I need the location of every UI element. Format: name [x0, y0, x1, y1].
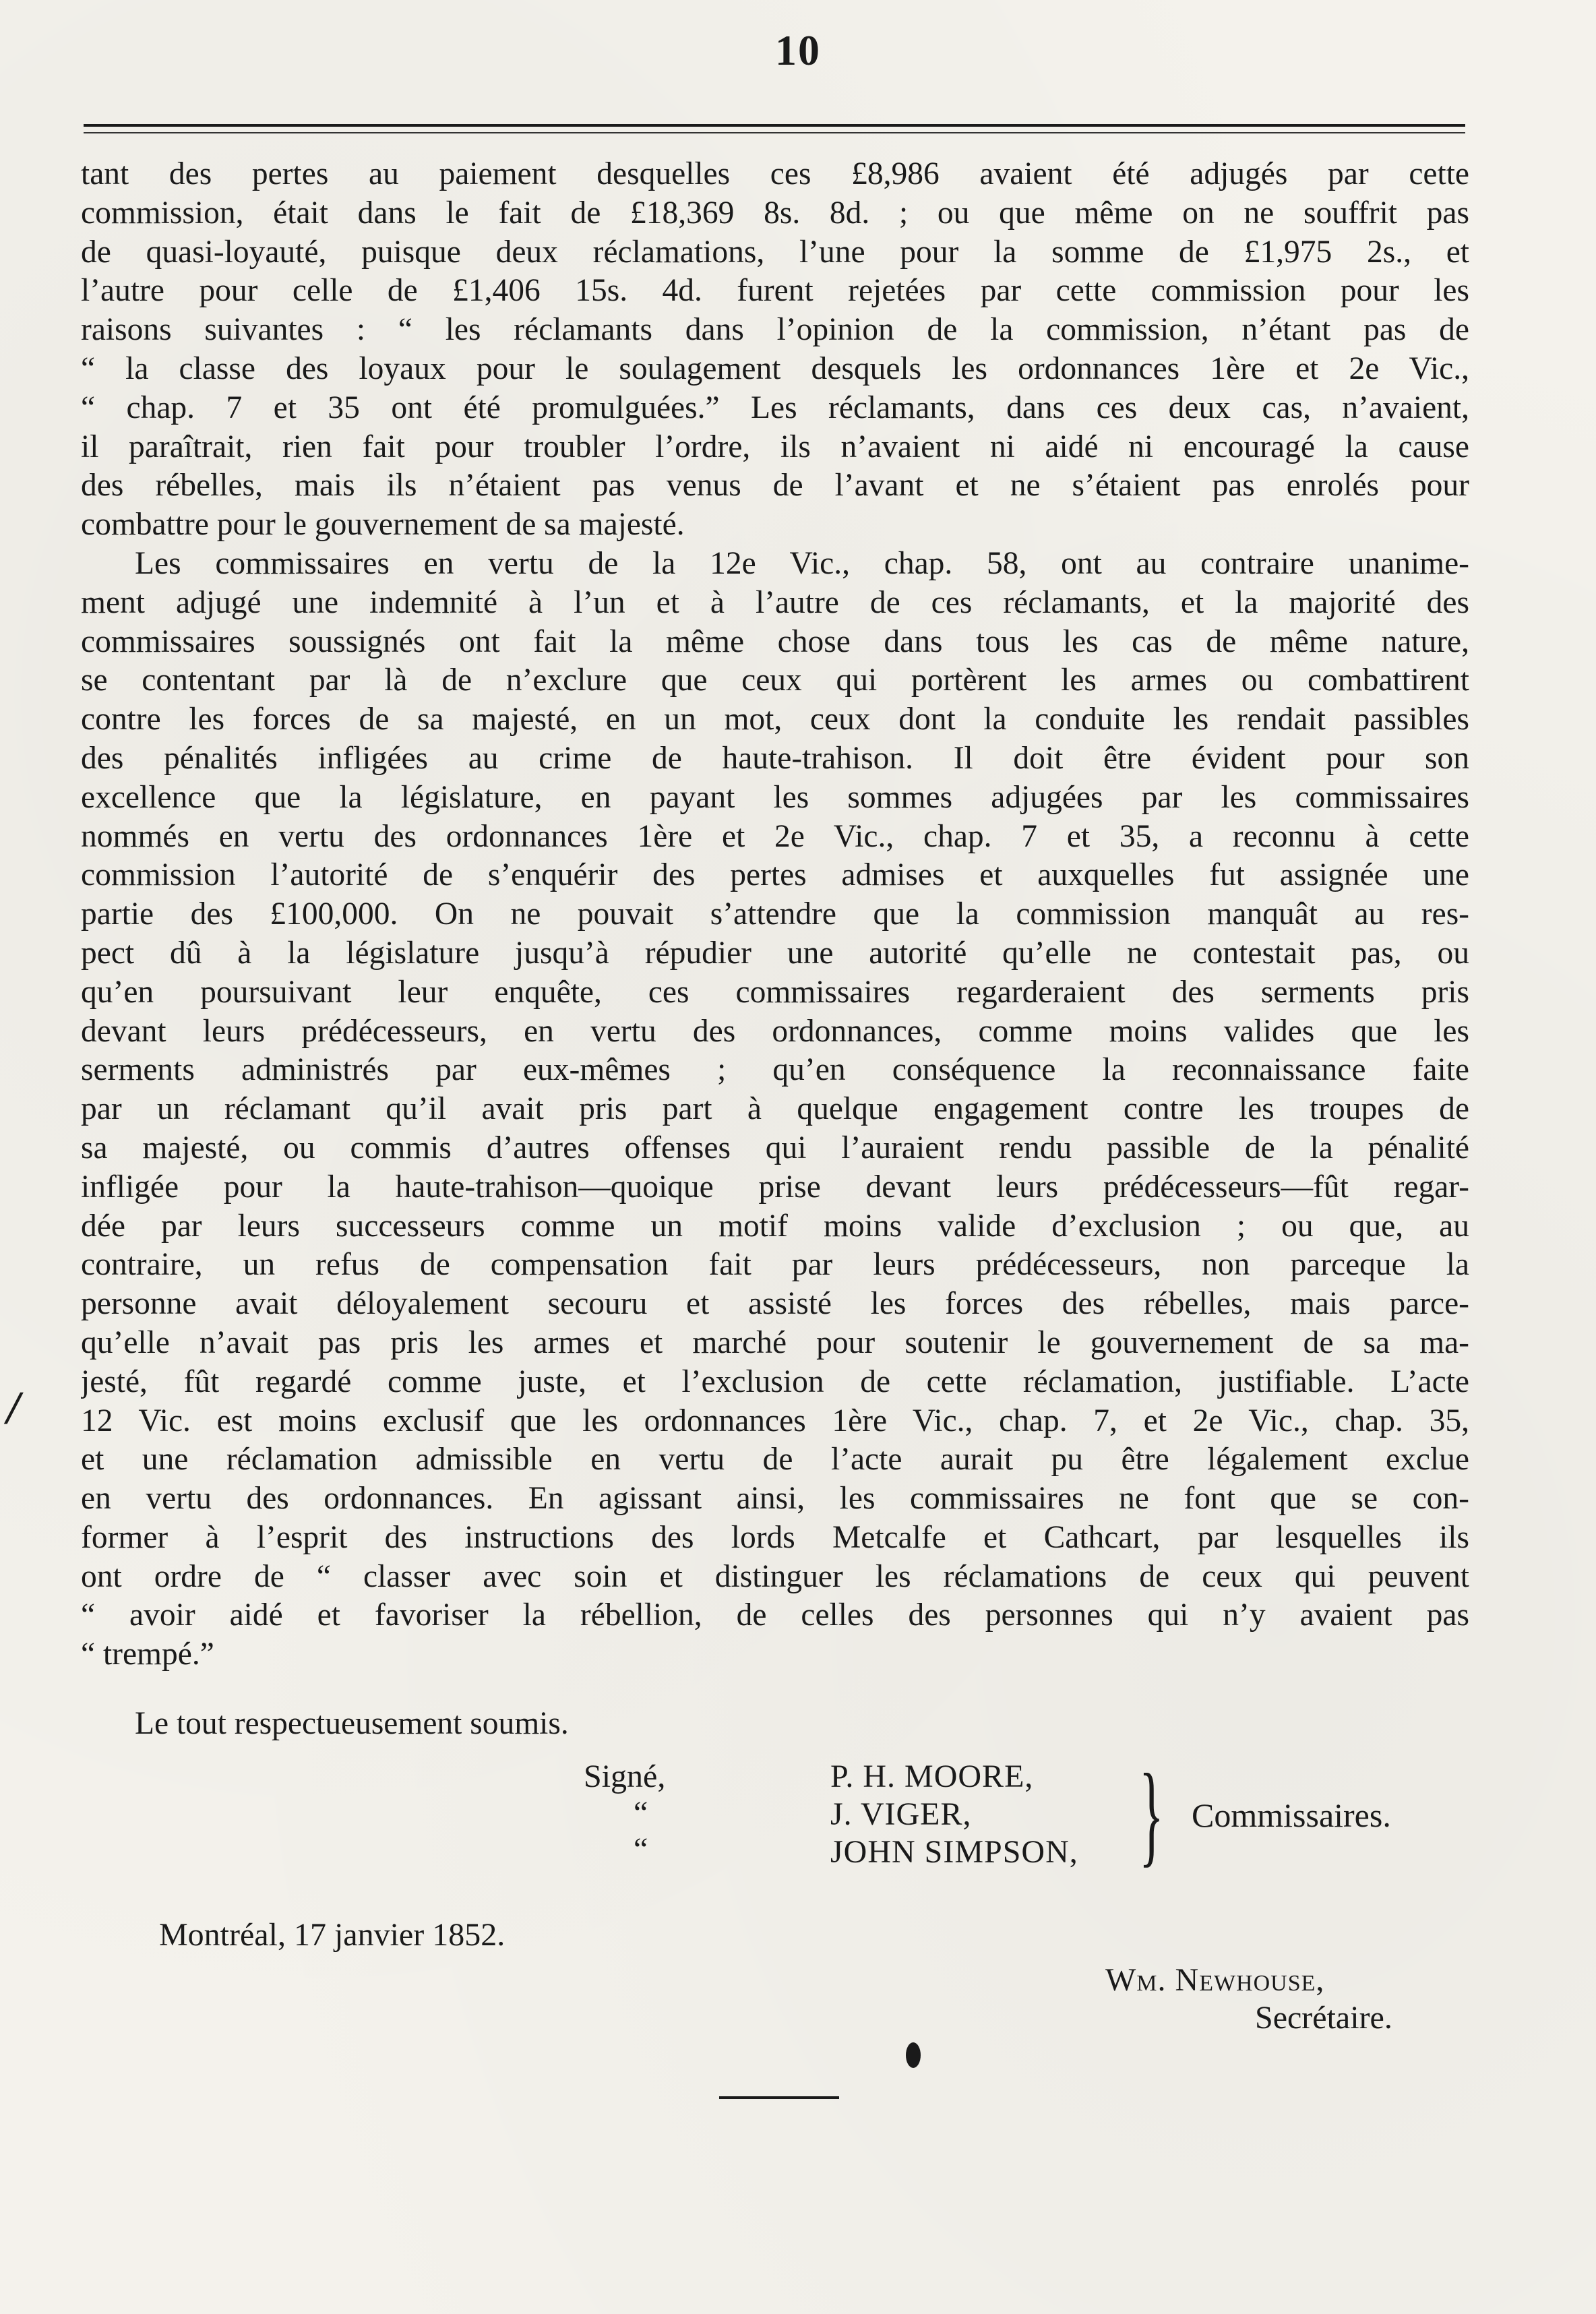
text-line: commissaires soussignés ont fait la même chose dans tous les cas de même nature, — [81, 623, 1469, 659]
text-line: l’autre pour celle de £1,406 15s. 4d. furent rejetées par cette commission pour les — [81, 273, 1469, 309]
text-line: infligée pour la haute-trahison—quoique prise devant leurs prédécesseurs—fût regar- — [81, 1169, 1469, 1205]
text-line: dée par leurs successeurs comme un motif moins valide d’exclusion ; ou que, au — [81, 1208, 1469, 1244]
ditto-mark: “ — [634, 1795, 648, 1831]
header-rule — [84, 124, 1465, 127]
text-line: former à l’esprit des instructions des lords Metcalfe et Cathcart, par lesquelles ils — [81, 1519, 1469, 1555]
text-line: ment adjugé une indemnité à l’un et à l’autre de ces réclamants, et la majorité des — [81, 584, 1469, 620]
text-line: serments administrés par eux-mêmes ; qu’en conséquence la reconnaissance faite — [81, 1052, 1469, 1088]
date-place: Montréal, 17 janvier 1852. — [159, 1917, 505, 1953]
text-line: qu’elle n’avait pas pris les armes et marché pour soutenir le gouvernement de sa ma- — [81, 1325, 1469, 1360]
text-line: “ chap. 7 et 35 ont été promulguées.” Les réclamants, dans ces deux cas, n’avaient, — [81, 390, 1469, 425]
text-line: combattre pour le gouvernement de sa majesté. — [81, 507, 685, 543]
header-rule-thin — [84, 132, 1465, 133]
text-line: excellence que la législature, en payant les sommes adjugées par les commissaires — [81, 779, 1469, 815]
signatory-names — [830, 1758, 1078, 1871]
right-brace: } — [1139, 1750, 1164, 1877]
text-line: tant des pertes au paiement desquelles ces £8,986 avaient été adjugés par cette — [81, 156, 1469, 191]
text-line: qu’en poursuivant leur enquête, ces commissaires regarderaient des serments pris — [81, 974, 1469, 1010]
secretary-role: Secrétaire. — [1255, 2000, 1392, 2036]
closing-line: Le tout respectueusement soumis. — [135, 1706, 569, 1741]
footer-rule — [719, 2096, 839, 2099]
page-number: 10 — [775, 26, 821, 74]
signe-label: Signé, — [584, 1759, 666, 1794]
signatory-name: JOHN SIMPSON, — [830, 1834, 1078, 1870]
text-line: Les commissaires en vertu de la 12e Vic., chap. 58, ont au contraire unanime- — [135, 545, 1469, 581]
text-line: ont ordre de “ classer avec soin et distinguer les réclamations de ceux qui peuvent — [81, 1558, 1469, 1594]
text-line: nommés en vertu des ordonnances 1ère et 2e Vic., chap. 7 et 35, a reconnu à cette — [81, 818, 1469, 854]
text-line: de quasi-loyauté, puisque deux réclamations, l’une pour la somme de £1,975 2s., et — [81, 234, 1469, 270]
text-line: commission, était dans le fait de £18,369 8s. 8d. ; ou que même on ne souffrit pas — [81, 195, 1469, 231]
text-line: en vertu des ordonnances. En agissant ainsi, les commissaires ne font que se con- — [81, 1481, 1469, 1517]
signatory-role: Commissaires. — [1192, 1796, 1391, 1834]
ditto-mark: “ — [634, 1831, 648, 1867]
signatory-name: J. VIGER, — [830, 1796, 972, 1832]
margin-mark: / — [7, 1382, 20, 1434]
text-line: “ la classe des loyaux pour le soulagement desquels les ordonnances 1ère et 2e Vic., — [81, 351, 1469, 386]
text-line: se contentant par là de n’exclure que ceux qui portèrent les armes ou combattirent — [81, 663, 1469, 698]
text-line: personne avait déloyalement secouru et assisté les forces des rébelles, mais parce- — [81, 1286, 1469, 1322]
text-line: “ trempé.” — [81, 1637, 214, 1672]
signature-block — [0, 1750, 1596, 1887]
text-line: et une réclamation admissible en vertu de l’acte aurait pu être légalement exclue — [81, 1442, 1469, 1478]
text-line: des pénalités infligées au crime de haute-trahison. Il doit être évident pour son — [81, 740, 1469, 776]
signatory-name: P. H. MOORE, — [830, 1759, 1034, 1794]
text-line: des rébelles, mais ils n’étaient pas venus de l’avant et ne s’étaient pas enrolés pour — [81, 468, 1469, 504]
text-line: partie des £100,000. On ne pouvait s’attendre que la commission manquât au res- — [81, 896, 1469, 932]
text-line: raisons suivantes : “ les réclamants dans l’opinion de la commission, n’étant pas de — [81, 312, 1469, 348]
text-line: pect dû à la législature jusqu’à répudier une autorité qu’elle ne contestait pas, ou — [81, 935, 1469, 971]
text-line: jesté, fût regardé comme juste, et l’exclusion de cette réclamation, justifiable. L’acte — [81, 1364, 1469, 1399]
text-line: 12 Vic. est moins exclusif que les ordonnances 1ère Vic., chap. 7, et 2e Vic., chap. 35, — [81, 1403, 1469, 1438]
text-line: contre les forces de sa majesté, en un mot, ceux dont la conduite les rendait passibles — [81, 702, 1469, 737]
text-line: commission l’autorité de s’enquérir des pertes admises et auxquelles fut assignée une — [81, 857, 1469, 893]
text-line: sa majesté, ou commis d’autres offenses qui l’auraient rendu passible de la pénalité — [81, 1130, 1469, 1165]
text-line: par un réclamant qu’il avait pris part à quelque engagement contre les troupes de — [81, 1091, 1469, 1127]
secretary-name: Wm. Newhouse, — [1105, 1962, 1325, 1998]
text-line: il paraîtrait, rien fait pour troubler l’ordre, ils n’avaient ni aidé ni encouragé la cause — [81, 429, 1469, 464]
ink-blot — [906, 2042, 921, 2068]
text-line: “ avoir aidé et favoriser la rébellion, de celles des personnes qui n’y avaient pas — [81, 1597, 1469, 1633]
text-line: contraire, un refus de compensation fait par leurs prédécesseurs, non parceque la — [81, 1247, 1469, 1283]
text-line: devant leurs prédécesseurs, en vertu des ordonnances, comme moins valides que les — [81, 1013, 1469, 1049]
body-text — [81, 155, 1469, 1674]
